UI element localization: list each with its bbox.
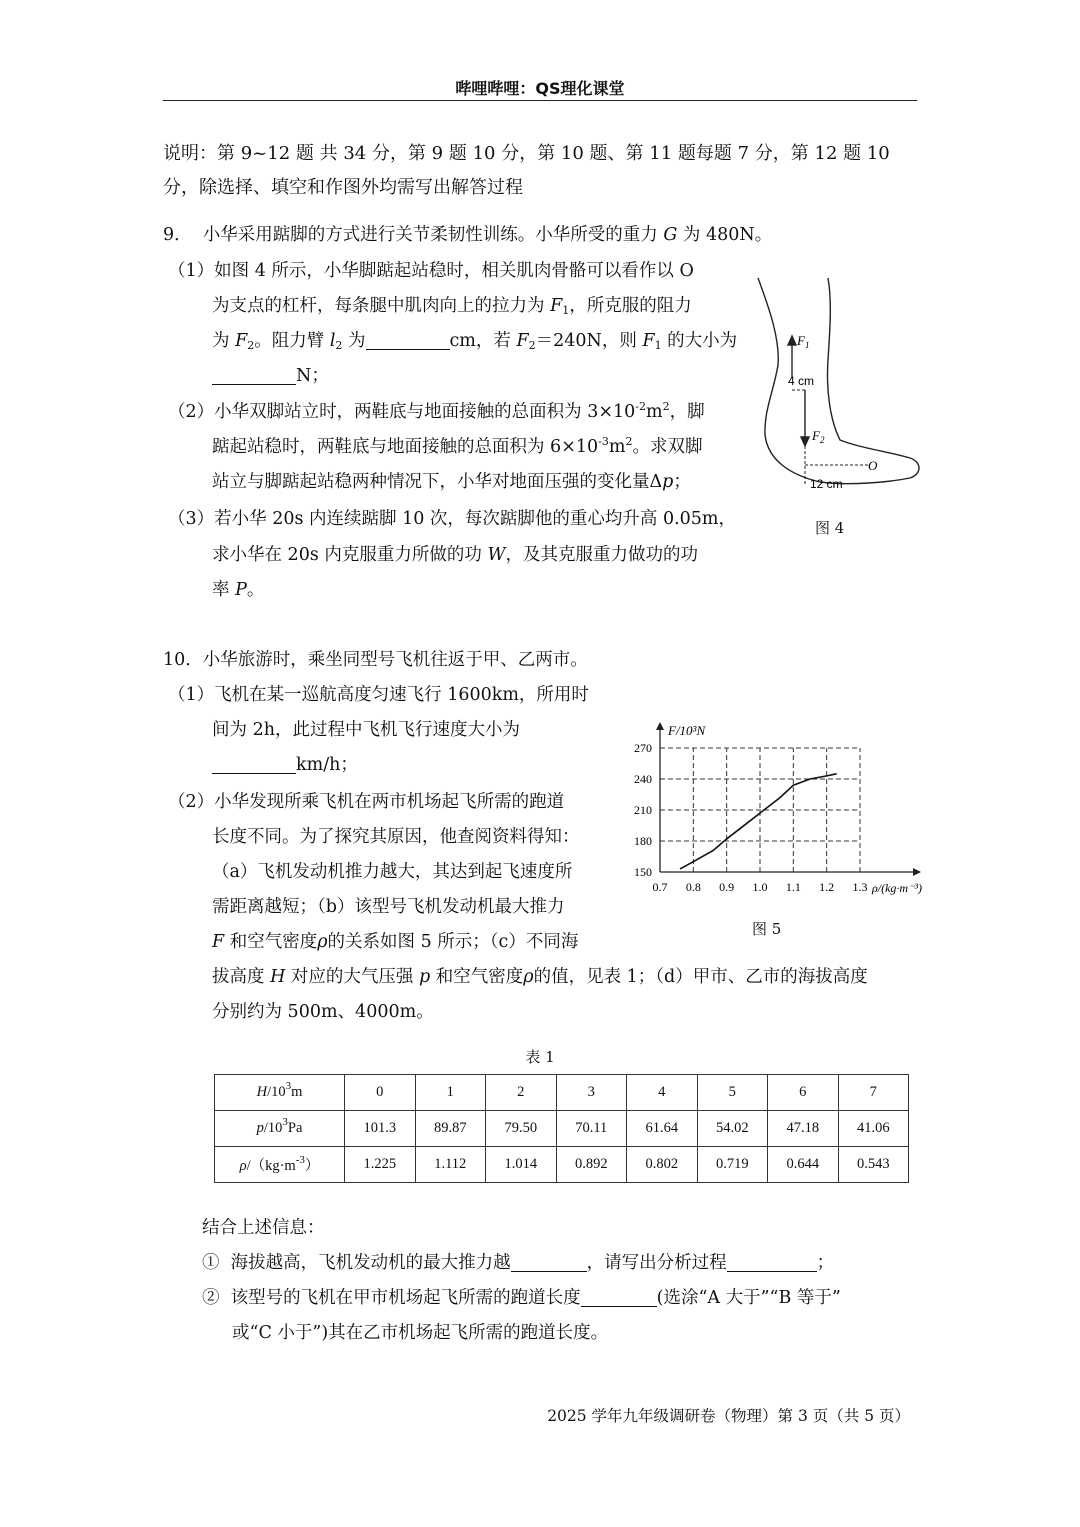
sub-question-1: ① 海拔越高，飞机发动机的最大推力越 ，请写出分析过程 ； — [202, 1253, 835, 1273]
pivot-label: O — [868, 458, 878, 473]
q10-part1-line1: （1）飞机在某一巡航高度匀速飞行 1600km，所用时 — [168, 685, 589, 705]
table-cell: 1 — [415, 1075, 486, 1111]
page-header: 哔哩哔哩：QS理化课堂 — [455, 79, 625, 98]
y-axis-arrow — [656, 722, 664, 730]
chart-xlabel: ρ/(kg·m⁻³) — [872, 881, 923, 895]
q10-part2-line2: 长度不同。为了探究其原因，他查阅资料得知： — [212, 827, 580, 847]
series-line-F — [680, 774, 837, 869]
q9-part3-line3: 率 P。 — [212, 580, 265, 600]
y-tick-label: 150 — [634, 865, 652, 879]
q9-part2-line1: （2）小华双脚站立时，两鞋底与地面接触的总面积为 $3\times 10^{-2}m^2$，脚 — [168, 400, 705, 422]
q10-part1-line2: 间为 2h，此过程中飞机飞行速度大小为 — [212, 720, 520, 740]
q10-part2-line3: （a）飞机发动机推力越大，其达到起飞速度所 — [212, 862, 573, 882]
chart-series — [680, 774, 837, 869]
f2-arrowhead — [801, 437, 809, 446]
table-cell: 1.112 — [415, 1147, 486, 1183]
q9-number: 9． — [163, 225, 192, 245]
table-cell: 0.892 — [556, 1147, 627, 1183]
table-cell: 101.3 — [345, 1111, 416, 1147]
x-axis-arrow — [913, 868, 921, 876]
figure4-foot-diagram — [750, 270, 930, 500]
q9-part1-line4: N； — [212, 359, 329, 393]
dim-12cm-label: 12 cm — [810, 477, 843, 491]
answer-blank-analysis[interactable] — [727, 1251, 817, 1272]
table-row-label: $\rho/(kg\cdot m^{-3})$ — [215, 1147, 345, 1183]
q9-part3-line2: 求小华在 20s 内克服重力所做的功 W，及其克服重力做功的功 — [212, 545, 698, 565]
chart-ylabel: F/10³N — [668, 723, 706, 738]
answer-blank-speed[interactable] — [212, 753, 296, 774]
q10-stem: 10．小华旅游时，乘坐同型号飞机往返于甲、乙两市。 — [163, 650, 588, 670]
table-cell: 1.225 — [345, 1147, 416, 1183]
y-tick-label: 240 — [634, 772, 652, 786]
table-row — [215, 1075, 909, 1111]
q10-part2-line4: 需距离越短；（b）该型号飞机发动机最大推力 — [212, 897, 565, 917]
q10-part1-line3: km/h； — [212, 748, 358, 782]
table-cell: 89.87 — [415, 1111, 486, 1147]
answer-blank-f1[interactable] — [212, 364, 296, 385]
q9-part2-line3: 站立与脚踮起站稳两种情况下，小华对地面压强的变化量Δp； — [212, 472, 691, 492]
q10-part2-line7: 分别约为 500m、4000m。 — [212, 1002, 434, 1022]
header-rule — [163, 100, 917, 101]
figure4-caption: 图 4 — [815, 519, 845, 537]
x-tick-label: 0.8 — [685, 880, 701, 894]
table-cell: 0.543 — [838, 1147, 909, 1183]
chart-ticks — [634, 741, 868, 894]
table-row-label: $p/10^3Pa$ — [215, 1111, 345, 1147]
table-row-label: $H/10^3m$ — [215, 1075, 345, 1111]
table-cell: 6 — [768, 1075, 839, 1111]
table-cell: 0.719 — [697, 1147, 768, 1183]
table-cell: 7 — [838, 1075, 909, 1111]
table-cell: 54.02 — [697, 1111, 768, 1147]
table1-caption: 表 1 — [525, 1048, 555, 1066]
dim-4cm-label: 4 cm — [788, 374, 815, 388]
x-tick-label: 1.2 — [819, 880, 835, 894]
q9-stem: 9． 小华采用踮脚的方式进行关节柔韧性训练。小华所受的重力 G 为 480N。 — [163, 225, 773, 245]
q9-part1-line3: 为 $F_2$。阻力臂 $l_2$ 为 cm，若 $F_2=240N$，则 $F_1$ 的大小为 — [212, 331, 738, 352]
y-tick-label: 270 — [634, 741, 652, 755]
table-cell: 1.014 — [486, 1147, 557, 1183]
sub-question-2-cont: 或“C 小于”)其在乙市机场起飞所需的跑道长度。 — [232, 1323, 609, 1343]
page-footer: 2025 学年九年级调研卷（物理）第 3 页（共 5 页） — [547, 1407, 910, 1425]
table-cell: 41.06 — [838, 1111, 909, 1147]
table1 — [214, 1074, 909, 1183]
x-tick-label: 0.9 — [719, 880, 735, 894]
q10-part2-line6: 拔高度 H 对应的大气压强 p 和空气密度ρ的值，见表 1；（d）甲市、乙市的海拔高度 — [212, 967, 868, 987]
q10-part2-line5: F 和空气密度ρ的关系如图 5 所示；（c）不同海 — [212, 932, 579, 952]
y-tick-label: 210 — [634, 803, 652, 817]
sub-question-2: ② 该型号的飞机在甲市机场起飞所需的跑道长度 (选涂“A 大于”“B 等于” — [202, 1288, 841, 1308]
q10-part2-line1: （2）小华发现所乘飞机在两市机场起飞所需的跑道 — [168, 792, 565, 812]
answer-blank-thrust[interactable] — [511, 1251, 587, 1272]
table-row — [215, 1147, 909, 1183]
answer-blank-l2[interactable] — [366, 329, 450, 350]
table-cell: 61.64 — [627, 1111, 698, 1147]
figure5-caption: 图 5 — [752, 920, 782, 938]
figure5-chart — [610, 715, 955, 910]
table-cell: 0 — [345, 1075, 416, 1111]
f1-arrowhead — [788, 336, 796, 345]
table-cell: 5 — [697, 1075, 768, 1111]
q9-part1-line2: 为支点的杠杆，每条腿中肌肉向上的拉力为 $F_1$，所克服的阻力 — [212, 296, 692, 317]
y-tick-label: 180 — [634, 834, 652, 848]
x-tick-label: 1.1 — [785, 880, 801, 894]
answer-blank-runway[interactable] — [581, 1286, 657, 1307]
f1-label: $F_1$ — [797, 333, 810, 350]
q9-part1-line1: （1）如图 4 所示，小华脚踮起站稳时，相关肌肉骨骼可以看作以 O — [168, 261, 694, 281]
f2-label: $F_2$ — [812, 428, 825, 445]
table-cell: 2 — [486, 1075, 557, 1111]
q10-number: 10． — [163, 650, 203, 670]
chart-axes — [656, 722, 921, 876]
summary-title: 结合上述信息： — [202, 1218, 325, 1238]
table-cell: 0.644 — [768, 1147, 839, 1183]
instructions-note: 说明：第 9~12 题 共 34 分，第 9 题 10 分，第 10 题、第 11 题每题 7 分，第 12 题 10 分，除选择、填空和作图外均需写出解答过程 — [163, 143, 890, 198]
x-tick-label: 1.0 — [752, 880, 768, 894]
table-row — [215, 1111, 909, 1147]
table-cell: 79.50 — [486, 1111, 557, 1147]
table-cell: 3 — [556, 1075, 627, 1111]
x-tick-label: 1.3 — [852, 880, 868, 894]
q9-part3-line1: （3）若小华 20s 内连续踮脚 10 次，每次踮脚他的重心均升高 0.05m， — [168, 509, 737, 529]
table-cell: 70.11 — [556, 1111, 627, 1147]
table-cell: 4 — [627, 1075, 698, 1111]
x-tick-label: 0.7 — [652, 880, 668, 894]
leg-back-outline — [758, 278, 919, 484]
chart-grid — [660, 748, 860, 872]
table-cell: 0.802 — [627, 1147, 698, 1183]
table-cell: 47.18 — [768, 1111, 839, 1147]
q9-part2-line2: 踮起站稳时，两鞋底与地面接触的总面积为 $6\times 10^{-3}m^2$。求双脚 — [212, 435, 703, 457]
